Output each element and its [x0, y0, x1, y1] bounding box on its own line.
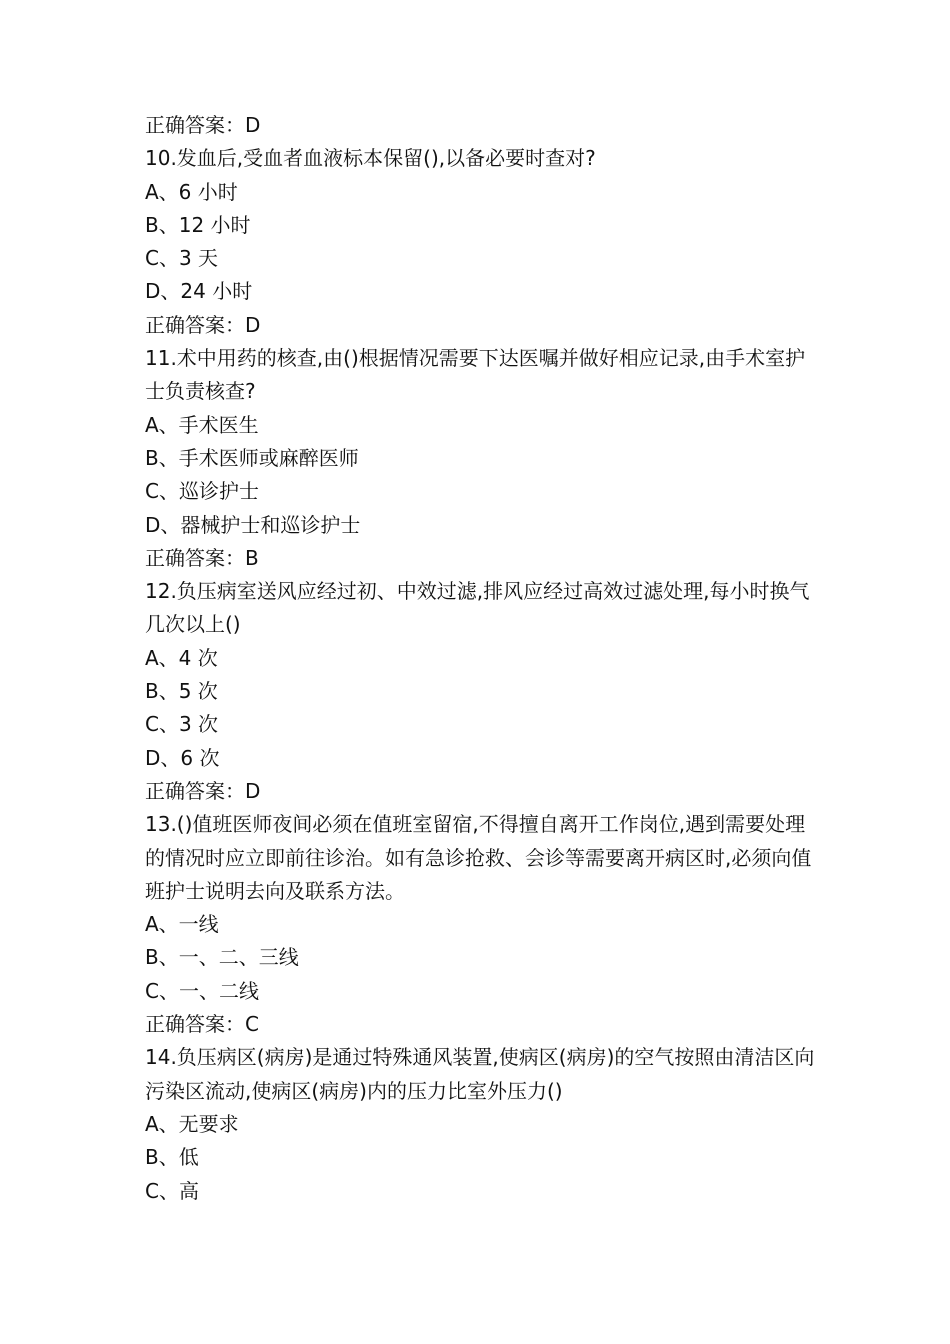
answer-line: 正确答案：D: [145, 778, 261, 803]
document-page: [145, 109, 815, 1208]
question-stem: 12.负压病室送风应经过初、中效过滤,排风应经过高效过滤处理,每小时换气几次以上(): [145, 579, 810, 637]
option-b: B、手术医师或麻醉医师: [145, 445, 359, 470]
question-14: [145, 1041, 815, 1207]
question-12: [145, 575, 815, 808]
option-b: B、5 次: [145, 679, 218, 704]
question-stem: 13.()值班医师夜间必须在值班室留宿,不得擅自离开工作岗位,遇到需要处理的情况时应立即前往诊治。如有急诊抢救、会诊等需要离开病区时,必须向值班护士说明去向及联系方法。: [145, 812, 812, 903]
option-c: C、3 天: [145, 246, 219, 271]
option-d: D、24 小时: [145, 279, 253, 304]
question-11: [145, 342, 815, 575]
option-a: A、6 小时: [145, 179, 238, 204]
option-a: A、手术医生: [145, 412, 259, 437]
question-10: [145, 142, 815, 342]
option-c: C、高: [145, 1178, 199, 1203]
question-stem: 10.发血后,受血者血液标本保留(),以备必要时查对?: [145, 146, 596, 171]
option-b: B、一、二、三线: [145, 945, 299, 970]
question-stem: 11.术中用药的核查,由()根据情况需要下达医嘱并做好相应记录,由手术室护士负责核查?: [145, 346, 806, 404]
option-a: A、一线: [145, 912, 219, 937]
option-a: A、无要求: [145, 1111, 239, 1136]
option-d: D、器械护士和巡诊护士: [145, 512, 361, 537]
option-b: B、低: [145, 1145, 199, 1170]
option-b: B、12 小时: [145, 212, 251, 237]
option-c: C、一、二线: [145, 978, 259, 1003]
option-d: D、6 次: [145, 745, 220, 770]
option-c: C、巡诊护士: [145, 479, 259, 504]
option-c: C、3 次: [145, 712, 219, 737]
answer-line: 正确答案：C: [145, 1012, 259, 1037]
answer-line: 正确答案：D: [145, 113, 261, 137]
answer-line: 正确答案：B: [145, 545, 259, 570]
answer-line: 正确答案：D: [145, 312, 261, 337]
question-13: [145, 808, 815, 1041]
question-stem: 14.负压病区(病房)是通过特殊通风装置,使病区(病房)的空气按照由清洁区向污染区流动,使病区(病房)内的压力比室外压力(): [145, 1045, 815, 1103]
option-a: A、4 次: [145, 645, 218, 670]
